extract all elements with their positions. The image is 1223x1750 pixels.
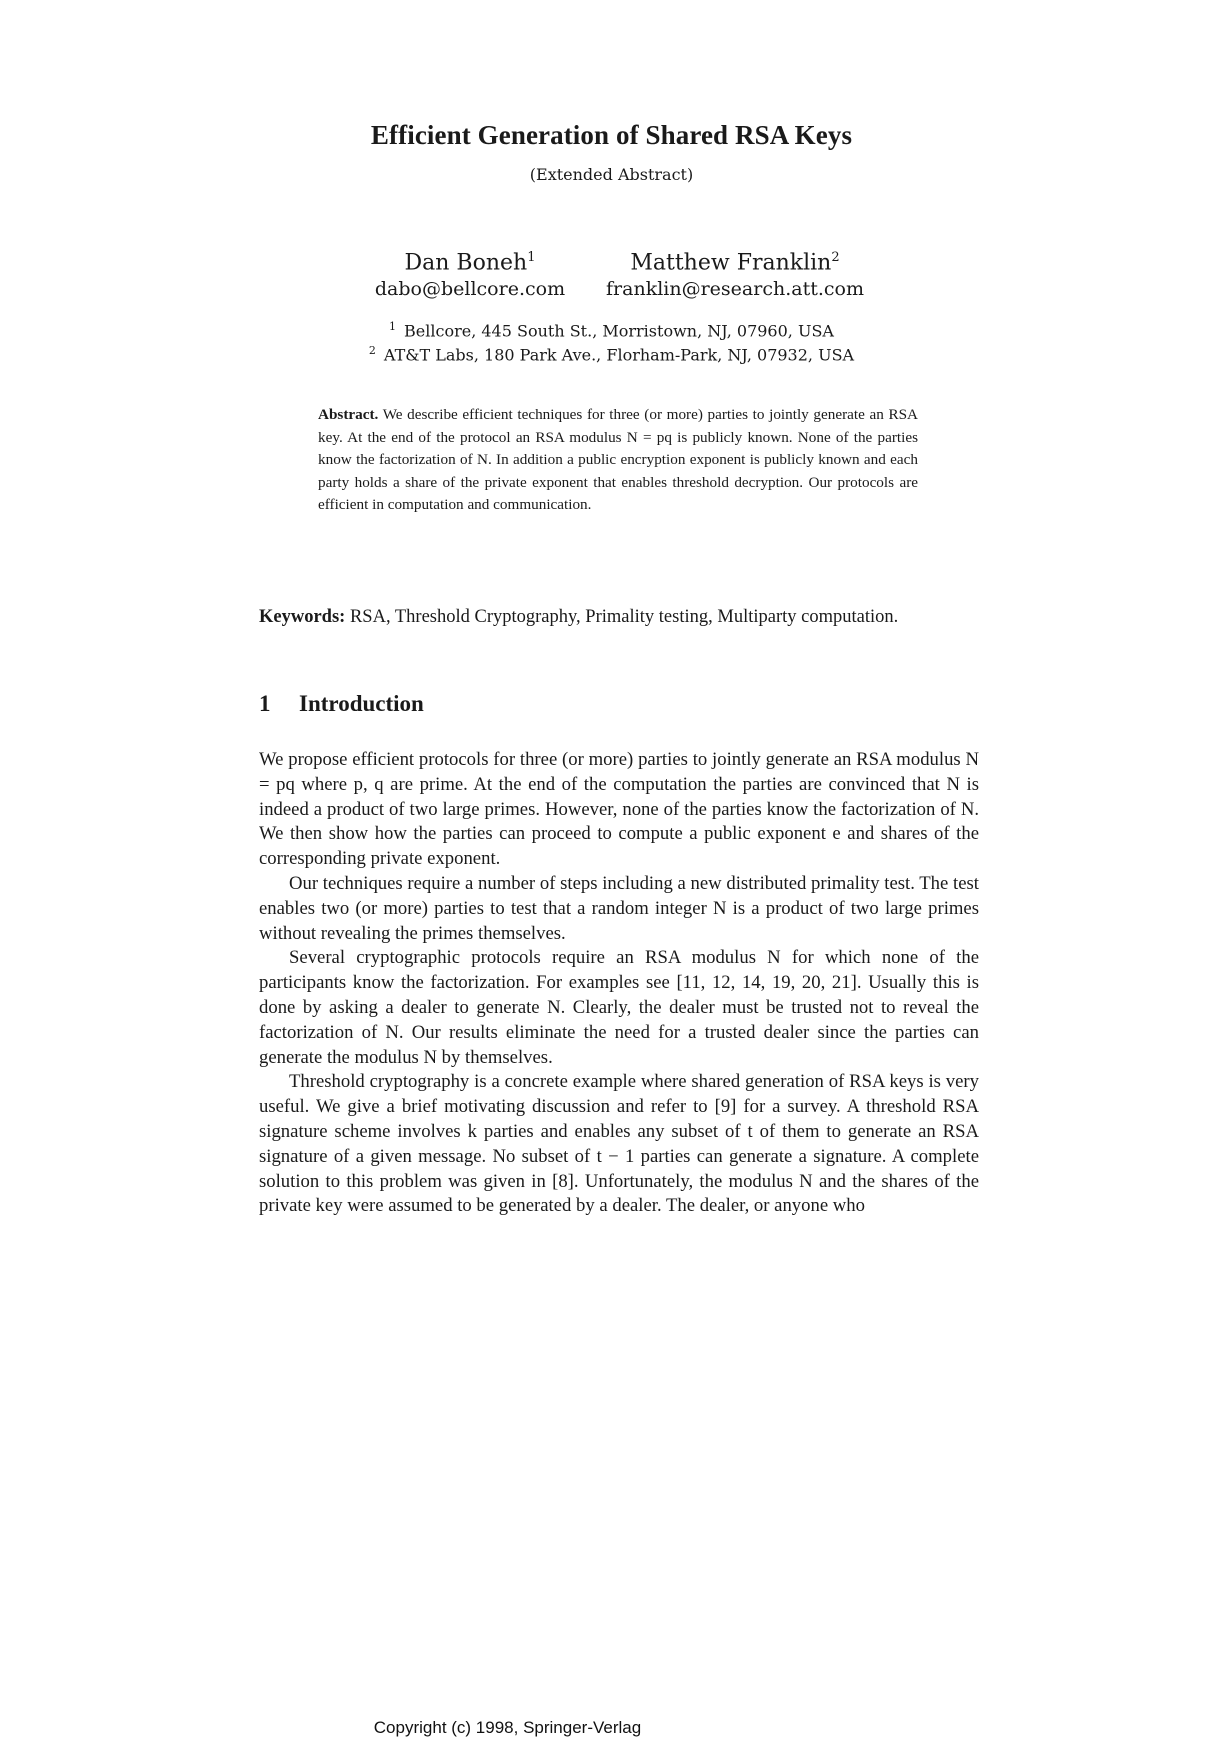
author-name: Matthew Franklin$^2$: [630, 250, 840, 276]
section-title: Introduction: [299, 691, 424, 716]
keywords-text: RSA, Threshold Cryptography, Primality testing, Multiparty computation.: [349, 607, 899, 627]
paragraph: Threshold cryptography is a concrete example where shared generation of RSA keys is very useful. We give a brief motivating discussion and refer to [9] for a survey. A threshold RSA signature scheme involves k parties and enables any subset of t of them to generate an RSA signature of a given message. No subset of t − 1 parties can generate a signature. A complete solution to this problem was given in [8]. Unfortunately, the modulus N and the shares of the private key were assumed to be generated by a dealer. The dealer, or anyone who: [259, 1071, 979, 1217]
abstract-text: We describe efficient techniques for three (or more) parties to jointly generate an RSA key. At the end of the protocol an RSA modulus N = pq is publicly known. None of the parties know the factorization of N. In addition a public encryption exponent is publicly known and each party holds a share of the private exponent that enables threshold decryption. Our protocols are efficient in computation and communication.: [318, 406, 918, 514]
affiliation: $^1$ Bellcore, 445 South St., Morristown, NJ, 07960, USA: [389, 320, 834, 341]
paragraph: Several cryptographic protocols require an RSA modulus N for which none of the participants know the factorization. For examples see [11, 12, 14, 19, 20, 21]. Usually this is done by asking a dealer to generate N. Clearly, the dealer must be trusted not to reveal the factorization of N. Our results eliminate the need for a trusted dealer since the parties can generate the modulus N by themselves.: [259, 947, 979, 1068]
author-block: [370, 244, 570, 301]
section-heading: [259, 691, 424, 717]
paper-title: Efficient Generation of Shared RSA Keys: [370, 120, 853, 150]
paragraph: Our techniques require a number of steps including a new distributed primality test. The test enables two (or more) parties to test that a random integer N is a product of two large primes without revealing the primes themselves.: [259, 872, 979, 944]
affiliation: $^2$ AT&T Labs, 180 Park Ave., Florham-Park, NJ, 07932, USA: [368, 344, 855, 365]
author-name: Dan Boneh$^1$: [404, 250, 536, 276]
paper-subtitle: (Extended Abstract): [529, 165, 694, 184]
body-text: [259, 748, 979, 1219]
copyright-footer: Copyright (c) 1998, Springer-Verlag: [373, 1718, 642, 1737]
section-number: 1: [259, 691, 271, 716]
paragraph: We propose efficient protocols for three (or more) parties to jointly generate an RSA modulus N = pq where p, q are prime. At the end of the computation the parties are convinced that N is indeed a product of two large primes. However, none of the parties know the factorization of N. We then show how the parties can proceed to compute a public exponent e and shares of the corresponding private exponent.: [259, 749, 979, 870]
keywords: [259, 605, 979, 629]
abstract: [318, 404, 918, 517]
author-block: [600, 244, 870, 301]
author-email: dabo@bellcore.com: [374, 278, 566, 301]
abstract-label: Abstract.: [318, 406, 379, 423]
author-email: franklin@research.att.com: [606, 278, 864, 301]
keywords-label: Keywords:: [259, 607, 346, 627]
